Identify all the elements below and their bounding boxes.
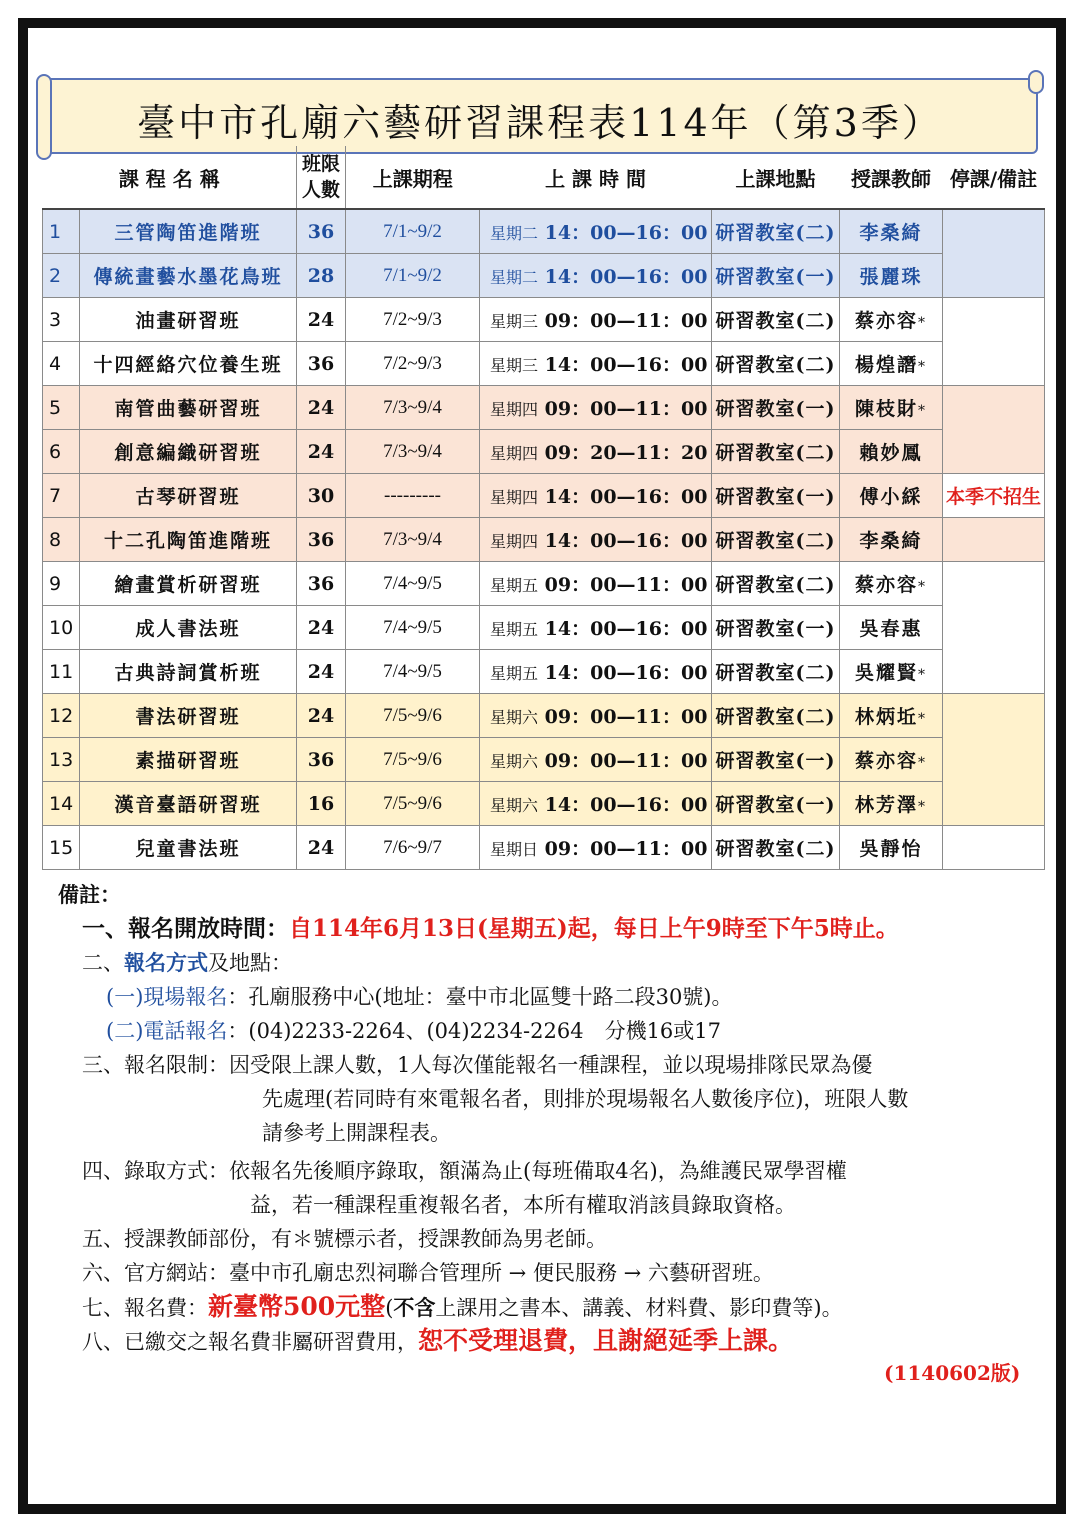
period: 7/4~9/5 xyxy=(346,606,480,650)
course-name: 古典詩詞賞析班 xyxy=(80,650,297,694)
remark-cell xyxy=(943,209,1045,298)
header-room: 上課地點 xyxy=(712,146,840,209)
row-number: 11 xyxy=(43,650,80,694)
note-3-line3: 請參考上開課程表。 xyxy=(262,1121,451,1145)
remark-cell xyxy=(943,562,1045,694)
room: 研習教室(二) xyxy=(712,694,840,738)
note-6: 六、官方網站：臺中市孔廟忠烈祠聯合管理所 → 便民服務 → 六藝研習班。 xyxy=(82,1261,774,1285)
class-time: 星期二 14：00—16：00 xyxy=(480,254,712,298)
period: 7/2~9/3 xyxy=(346,298,480,342)
teacher: 張麗珠 xyxy=(840,254,943,298)
row-number: 10 xyxy=(43,606,80,650)
teacher: 陳枝財* xyxy=(840,386,943,430)
class-time: 星期日 09：00—11：00 xyxy=(480,826,712,870)
teacher: 林芳澤* xyxy=(840,782,943,826)
table-row xyxy=(43,826,1045,870)
class-time: 星期四 14：00—16：00 xyxy=(480,474,712,518)
note-3-line1: 三、報名限制：因受限上課人數，1人每次僅能報名一種課程，並以現場排隊民眾為優 xyxy=(82,1053,873,1077)
table-row xyxy=(43,474,1045,518)
page-title: 臺中市孔廟六藝研習課程表114年（第3季） xyxy=(137,101,943,145)
table-row xyxy=(43,738,1045,782)
table-row xyxy=(43,342,1045,386)
capacity: 36 xyxy=(297,209,346,254)
class-time: 星期六 09：00—11：00 xyxy=(480,738,712,782)
capacity: 24 xyxy=(297,298,346,342)
class-time: 星期四 09：20—11：20 xyxy=(480,430,712,474)
row-number: 7 xyxy=(43,474,80,518)
class-time: 星期六 09：00—11：00 xyxy=(480,694,712,738)
capacity: 24 xyxy=(297,694,346,738)
course-name: 南管曲藝研習班 xyxy=(80,386,297,430)
teacher: 蔡亦容* xyxy=(840,562,943,606)
room: 研習教室(二) xyxy=(712,298,840,342)
room: 研習教室(一) xyxy=(712,386,840,430)
teacher: 吳耀賢* xyxy=(840,650,943,694)
capacity: 24 xyxy=(297,650,346,694)
table-row xyxy=(43,430,1045,474)
course-name: 素描研習班 xyxy=(80,738,297,782)
teacher: 李桑綺 xyxy=(840,518,943,562)
room: 研習教室(一) xyxy=(712,738,840,782)
course-name: 書法研習班 xyxy=(80,694,297,738)
note-2-1: (一)現場報名：孔廟服務中心(地址：臺中市北區雙十路二段30號)。 xyxy=(106,985,733,1009)
capacity: 36 xyxy=(297,738,346,782)
course-name: 十四經絡穴位養生班 xyxy=(80,342,297,386)
period: 7/1~9/2 xyxy=(346,254,480,298)
teacher: 蔡亦容* xyxy=(840,298,943,342)
note-7: 七、報名費：新臺幣500元整(不含上課用之書本、講義、材料費、影印費等)。 xyxy=(82,1292,843,1321)
class-time: 星期四 09：00—11：00 xyxy=(480,386,712,430)
table-row xyxy=(43,254,1045,298)
table-header xyxy=(43,146,1045,209)
class-time: 星期五 14：00—16：00 xyxy=(480,606,712,650)
table-row xyxy=(43,209,1045,254)
period: 7/6~9/7 xyxy=(346,826,480,870)
course-name: 古琴研習班 xyxy=(80,474,297,518)
teacher: 吳靜怡 xyxy=(840,826,943,870)
course-name: 三管陶笛進階班 xyxy=(80,209,297,254)
class-time: 星期三 14：00—16：00 xyxy=(480,342,712,386)
room: 研習教室(二) xyxy=(712,430,840,474)
period: 7/5~9/6 xyxy=(346,738,480,782)
row-number: 4 xyxy=(43,342,80,386)
row-number: 3 xyxy=(43,298,80,342)
note-4-line2: 益，若一種課程重複報名者，本所有權取消該員錄取資格。 xyxy=(250,1193,796,1217)
capacity: 36 xyxy=(297,342,346,386)
remark-cell: 本季不招生 xyxy=(943,474,1045,518)
row-number: 1 xyxy=(43,209,80,254)
teacher: 李桑綺 xyxy=(840,209,943,254)
course-table xyxy=(42,146,1045,870)
remark-cell xyxy=(943,298,1045,386)
class-time: 星期二 14：00—16：00 xyxy=(480,209,712,254)
header-capacity: 班限 人數 xyxy=(297,146,346,209)
capacity: 24 xyxy=(297,606,346,650)
header-teacher: 授課教師 xyxy=(840,146,943,209)
capacity: 30 xyxy=(297,474,346,518)
row-number: 8 xyxy=(43,518,80,562)
capacity: 36 xyxy=(297,518,346,562)
period: 7/5~9/6 xyxy=(346,782,480,826)
teacher: 吳春惠 xyxy=(840,606,943,650)
note-3-line2: 先處理(若同時有來電報名者，則排於現場報名人數後序位)，班限人數 xyxy=(262,1087,909,1111)
header-period: 上課期程 xyxy=(346,146,480,209)
capacity: 24 xyxy=(297,386,346,430)
capacity: 24 xyxy=(297,826,346,870)
row-number: 9 xyxy=(43,562,80,606)
course-name: 油畫研習班 xyxy=(80,298,297,342)
row-number: 6 xyxy=(43,430,80,474)
course-name: 兒童書法班 xyxy=(80,826,297,870)
teacher: 林炳坵* xyxy=(840,694,943,738)
course-name: 傳統畫藝水墨花鳥班 xyxy=(80,254,297,298)
room: 研習教室(一) xyxy=(712,474,840,518)
row-number: 15 xyxy=(43,826,80,870)
period: 7/3~9/4 xyxy=(346,386,480,430)
period: 7/2~9/3 xyxy=(346,342,480,386)
notes-heading: 備註： xyxy=(58,882,121,907)
note-2-2: (二)電話報名：(04)2233-2264、(04)2234-2264 分機16或17 xyxy=(106,1019,722,1043)
capacity: 28 xyxy=(297,254,346,298)
class-time: 星期四 14：00—16：00 xyxy=(480,518,712,562)
class-time: 星期三 09：00—11：00 xyxy=(480,298,712,342)
room: 研習教室(一) xyxy=(712,606,840,650)
table-row xyxy=(43,518,1045,562)
header-name: 課 程 名 稱 xyxy=(43,146,297,209)
teacher: 楊煌譖* xyxy=(840,342,943,386)
room: 研習教室(二) xyxy=(712,826,840,870)
room: 研習教室(二) xyxy=(712,562,840,606)
capacity: 16 xyxy=(297,782,346,826)
period: 7/4~9/5 xyxy=(346,650,480,694)
capacity: 24 xyxy=(297,430,346,474)
class-time: 星期六 14：00—16：00 xyxy=(480,782,712,826)
remark-cell xyxy=(943,386,1045,474)
header-time: 上 課 時 間 xyxy=(480,146,712,209)
teacher: 蔡亦容* xyxy=(840,738,943,782)
class-time: 星期五 09：00—11：00 xyxy=(480,562,712,606)
course-name: 繪畫賞析研習班 xyxy=(80,562,297,606)
scroll-curl-right xyxy=(1028,70,1044,94)
note-2: 二、報名方式及地點： xyxy=(82,950,292,975)
class-time: 星期五 14：00—16：00 xyxy=(480,650,712,694)
room: 研習教室(二) xyxy=(712,342,840,386)
period: 7/4~9/5 xyxy=(346,562,480,606)
capacity: 36 xyxy=(297,562,346,606)
row-number: 13 xyxy=(43,738,80,782)
title-banner xyxy=(42,78,1038,154)
table-row xyxy=(43,694,1045,738)
course-name: 漢音臺語研習班 xyxy=(80,782,297,826)
note-8: 八、已繳交之報名費非屬研習費用，恕不受理退費，且謝絕延季上課。 xyxy=(82,1326,794,1355)
room: 研習教室(一) xyxy=(712,782,840,826)
course-name: 十二孔陶笛進階班 xyxy=(80,518,297,562)
course-name: 創意編織研習班 xyxy=(80,430,297,474)
room: 研習教室(二) xyxy=(712,209,840,254)
table-row xyxy=(43,782,1045,826)
teacher: 賴妙鳳 xyxy=(840,430,943,474)
table-row xyxy=(43,298,1045,342)
row-number: 14 xyxy=(43,782,80,826)
period: 7/1~9/2 xyxy=(346,209,480,254)
period: 7/3~9/4 xyxy=(346,518,480,562)
room: 研習教室(二) xyxy=(712,650,840,694)
note-4-line1: 四、錄取方式：依報名先後順序錄取，額滿為止(每班備取4名)，為維護民眾學習權 xyxy=(82,1159,847,1183)
row-number: 5 xyxy=(43,386,80,430)
period: --------- xyxy=(346,474,480,518)
room: 研習教室(二) xyxy=(712,518,840,562)
course-name: 成人書法班 xyxy=(80,606,297,650)
table-row xyxy=(43,650,1045,694)
period: 7/5~9/6 xyxy=(346,694,480,738)
table-row xyxy=(43,562,1045,606)
remark-cell xyxy=(943,694,1045,826)
remark-cell xyxy=(943,518,1045,562)
teacher: 傅小綵 xyxy=(840,474,943,518)
table-row xyxy=(43,386,1045,430)
period: 7/3~9/4 xyxy=(346,430,480,474)
note-1: 一、報名開放時間：自114年6月13日(星期五)起，每日上午9時至下午5時止。 xyxy=(82,915,899,942)
table-row xyxy=(43,606,1045,650)
row-number: 12 xyxy=(43,694,80,738)
room: 研習教室(一) xyxy=(712,254,840,298)
note-5: 五、授課教師部份，有＊號標示者，授課教師為男老師。 xyxy=(82,1227,607,1251)
remark-cell xyxy=(943,826,1045,870)
row-number: 2 xyxy=(43,254,80,298)
version-label: (1140602版) xyxy=(884,1361,1021,1385)
header-remark: 停課/備註 xyxy=(943,146,1045,209)
